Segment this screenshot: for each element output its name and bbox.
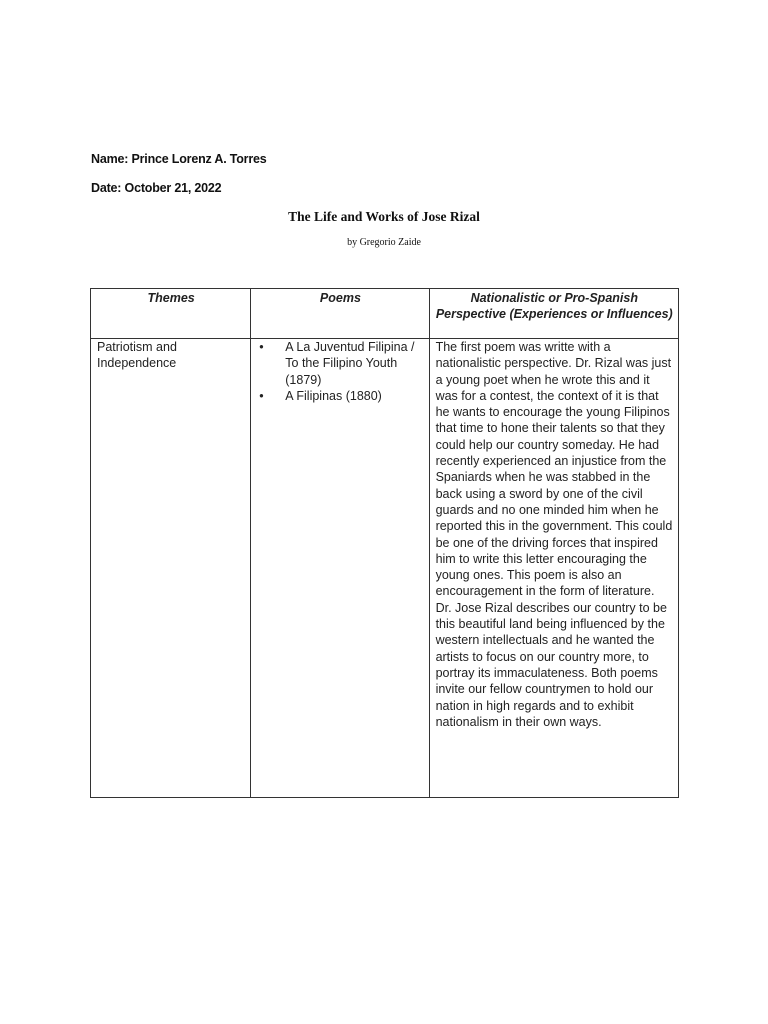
poems-list	[257, 339, 423, 404]
perspective-cell: The first poem was writte with a nationalistic perspective. Dr. Rizal was just a young poet when he wrote this and it was for a contest, the context of it is that he wants to encourage the young Filipinos that time to hone their talents so that they could help our country someday. He had recently experienced an injustice from the Spaniards when he was stabbed in the back using a sword by one of the civil guards and no one minded him when he reported this in the government. This could be one of the driving forces that inspired him to write this letter encouraging the young ones. This poem is also an encouragement in the form of literature. Dr. Jose Rizal describes our country to be this beautiful land being influenced by the western intellectuals and he wanted the artists to focus on our country more, to portray its immaculateness. Both poems invite our fellow countrymen to hold our nation in high regards and to exhibit nationalism in their own ways.	[429, 339, 678, 798]
name-field	[91, 152, 267, 166]
table-row	[91, 339, 679, 798]
header-themes: Themes	[91, 289, 251, 339]
poems-cell	[251, 339, 429, 798]
header-poems: Poems	[251, 289, 429, 339]
document-subtitle: by Gregorio Zaide	[347, 237, 421, 248]
list-item	[259, 339, 423, 388]
date-value: October 21, 2022	[124, 181, 222, 195]
header-perspective: Nationalistic or Pro-Spanish Perspective (Experiences or Influences)	[429, 289, 678, 339]
bullet-icon: •	[259, 340, 264, 354]
date-field	[91, 181, 221, 195]
date-label: Date:	[91, 181, 122, 195]
name-value: Prince Lorenz A. Torres	[131, 152, 267, 166]
table-header-row	[91, 289, 679, 339]
bullet-icon: •	[259, 388, 264, 403]
name-label: Name:	[91, 152, 129, 166]
list-item	[259, 388, 423, 404]
theme-cell: Patriotism and Independence	[91, 339, 251, 798]
themes-table	[90, 288, 679, 798]
poem-title: A La Juventud Filipina / To the Filipino Youth (1879)	[285, 340, 415, 387]
document-title: The Life and Works of Jose Rizal	[288, 209, 480, 224]
poem-title: A Filipinas (1880)	[285, 388, 382, 403]
